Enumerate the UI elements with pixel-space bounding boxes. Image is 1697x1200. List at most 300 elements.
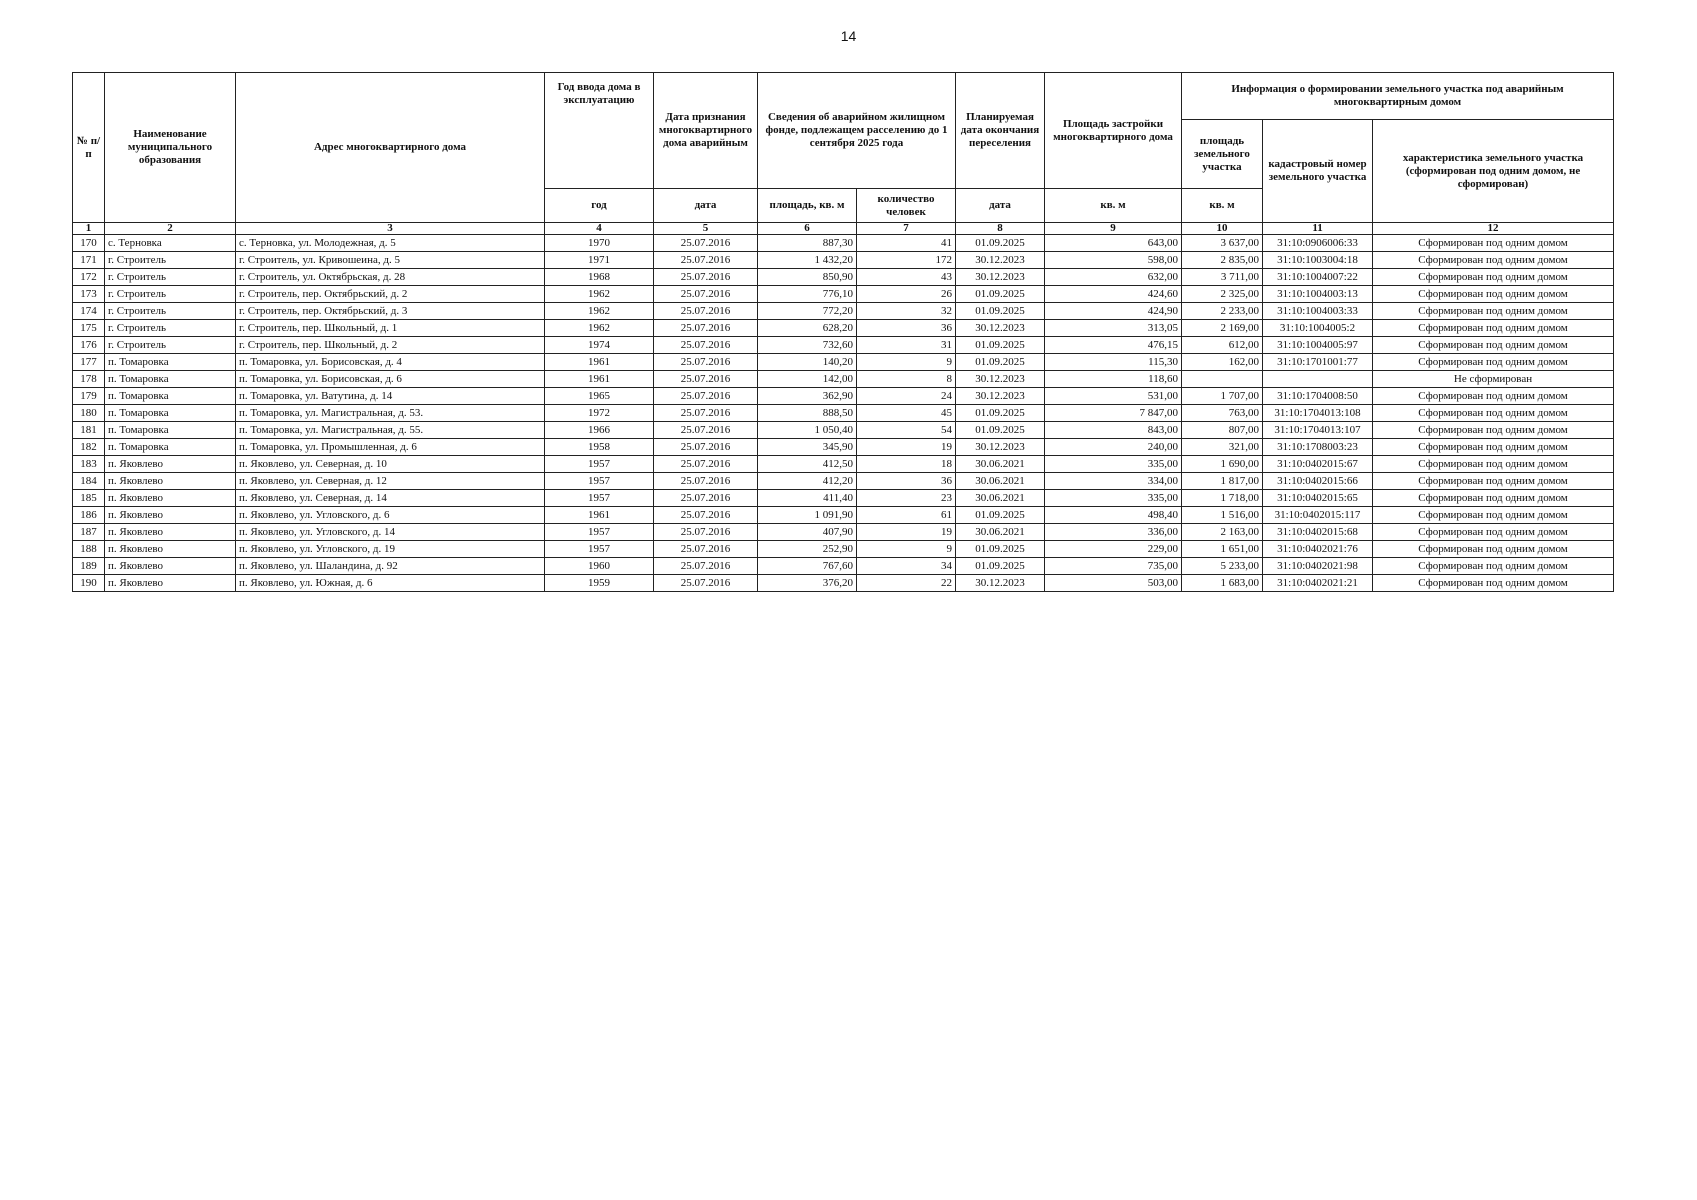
cell-building-area: 336,00 xyxy=(1045,524,1182,541)
cell-people: 26 xyxy=(857,286,956,303)
cell-recognition-date: 25.07.2016 xyxy=(654,337,758,354)
cell-area: 345,90 xyxy=(758,439,857,456)
cell-address: п. Яковлево, ул. Южная, д. 6 xyxy=(236,575,545,592)
cell-land-status: Не сформирован xyxy=(1373,371,1614,388)
cell-area: 362,90 xyxy=(758,388,857,405)
cell-area: 888,50 xyxy=(758,405,857,422)
cell-building-area: 498,40 xyxy=(1045,507,1182,524)
cell-cadastral: 31:10:0402015:68 xyxy=(1263,524,1373,541)
cell-cadastral: 31:10:1704013:108 xyxy=(1263,405,1373,422)
cell-land-area: 1 707,00 xyxy=(1182,388,1263,405)
column-number: 8 xyxy=(956,223,1045,235)
cell-building-area: 632,00 xyxy=(1045,269,1182,286)
cell-building-area: 531,00 xyxy=(1045,388,1182,405)
column-number: 9 xyxy=(1045,223,1182,235)
cell-land-status: Сформирован под одним домом xyxy=(1373,303,1614,320)
table-row xyxy=(73,371,1614,388)
cell-land-status: Сформирован под одним домом xyxy=(1373,286,1614,303)
table-row xyxy=(73,439,1614,456)
cell-recognition-date: 25.07.2016 xyxy=(654,371,758,388)
cell-year-built: 1968 xyxy=(545,269,654,286)
cell-address: п. Яковлево, ул. Северная, д. 10 xyxy=(236,456,545,473)
header-resettlement-date: Планируемая дата окончания переселения xyxy=(956,73,1045,189)
cell-land-area: 612,00 xyxy=(1182,337,1263,354)
cell-people: 18 xyxy=(857,456,956,473)
cell-land-area: 2 835,00 xyxy=(1182,252,1263,269)
cell-address: п. Томаровка, ул. Борисовская, д. 6 xyxy=(236,371,545,388)
cell-year-built: 1962 xyxy=(545,303,654,320)
header-unit-sqm: кв. м xyxy=(1045,189,1182,223)
cell-num: 174 xyxy=(73,303,105,320)
header-land-info: Информация о формировании земельного участка под аварийным многоквартирным домом xyxy=(1182,73,1614,120)
cell-land-area: 1 683,00 xyxy=(1182,575,1263,592)
cell-building-area: 735,00 xyxy=(1045,558,1182,575)
cell-num: 180 xyxy=(73,405,105,422)
cell-address: п. Томаровка, ул. Промышленная, д. 6 xyxy=(236,439,545,456)
cell-address: г. Строитель, пер. Октябрьский, д. 3 xyxy=(236,303,545,320)
cell-cadastral: 31:10:1708003:23 xyxy=(1263,439,1373,456)
cell-cadastral: 31:10:1004003:13 xyxy=(1263,286,1373,303)
cell-address: п. Яковлево, ул. Угловского, д. 14 xyxy=(236,524,545,541)
cell-building-area: 476,15 xyxy=(1045,337,1182,354)
table-row xyxy=(73,337,1614,354)
cell-people: 43 xyxy=(857,269,956,286)
cell-land-area: 2 169,00 xyxy=(1182,320,1263,337)
cell-people: 23 xyxy=(857,490,956,507)
cell-municipality: п. Томаровка xyxy=(105,422,236,439)
page-number: 14 xyxy=(840,28,857,44)
cell-num: 181 xyxy=(73,422,105,439)
cell-year-built: 1959 xyxy=(545,575,654,592)
cell-land-area: 807,00 xyxy=(1182,422,1263,439)
cell-people: 34 xyxy=(857,558,956,575)
cell-resettlement-date: 30.12.2023 xyxy=(956,371,1045,388)
cell-recognition-date: 25.07.2016 xyxy=(654,575,758,592)
cell-municipality: п. Яковлево xyxy=(105,575,236,592)
cell-year-built: 1961 xyxy=(545,371,654,388)
header-cadastral: кадастровый номер земельного участка xyxy=(1263,120,1373,223)
cell-land-area: 2 325,00 xyxy=(1182,286,1263,303)
header-land-status: характеристика земельного участка (сформирован под одним домом, не сформирован) xyxy=(1373,120,1614,223)
cell-municipality: г. Строитель xyxy=(105,320,236,337)
cell-land-area: 2 233,00 xyxy=(1182,303,1263,320)
cell-municipality: п. Яковлево xyxy=(105,558,236,575)
cell-municipality: п. Яковлево xyxy=(105,456,236,473)
cell-land-area: 1 690,00 xyxy=(1182,456,1263,473)
cell-municipality: с. Терновка xyxy=(105,235,236,252)
cell-cadastral: 31:10:1704008:50 xyxy=(1263,388,1373,405)
cell-building-area: 313,05 xyxy=(1045,320,1182,337)
cell-year-built: 1960 xyxy=(545,558,654,575)
cell-num: 171 xyxy=(73,252,105,269)
cell-area: 140,20 xyxy=(758,354,857,371)
cell-cadastral: 31:10:1701001:77 xyxy=(1263,354,1373,371)
cell-land-area: 3 637,00 xyxy=(1182,235,1263,252)
cell-num: 172 xyxy=(73,269,105,286)
cell-resettlement-date: 01.09.2025 xyxy=(956,303,1045,320)
cell-cadastral: 31:10:0906006:33 xyxy=(1263,235,1373,252)
header-emergency-info: Сведения об аварийном жилищном фонде, подлежащем расселению до 1 сентября 2025 года xyxy=(758,73,956,189)
cell-recognition-date: 25.07.2016 xyxy=(654,490,758,507)
cell-land-area: 1 651,00 xyxy=(1182,541,1263,558)
table-row xyxy=(73,388,1614,405)
emergency-housing-table xyxy=(72,72,1614,592)
cell-people: 36 xyxy=(857,473,956,490)
cell-cadastral: 31:10:0402021:21 xyxy=(1263,575,1373,592)
cell-area: 887,30 xyxy=(758,235,857,252)
table-row xyxy=(73,524,1614,541)
cell-building-area: 118,60 xyxy=(1045,371,1182,388)
cell-municipality: п. Томаровка xyxy=(105,439,236,456)
cell-resettlement-date: 30.12.2023 xyxy=(956,439,1045,456)
header-unit-date: дата xyxy=(654,189,758,223)
cell-num: 185 xyxy=(73,490,105,507)
cell-land-status: Сформирован под одним домом xyxy=(1373,354,1614,371)
cell-resettlement-date: 01.09.2025 xyxy=(956,558,1045,575)
cell-people: 19 xyxy=(857,439,956,456)
cell-address: г. Строитель, пер. Школьный, д. 1 xyxy=(236,320,545,337)
cell-resettlement-date: 30.12.2023 xyxy=(956,269,1045,286)
cell-num: 173 xyxy=(73,286,105,303)
cell-municipality: п. Яковлево xyxy=(105,473,236,490)
cell-num: 188 xyxy=(73,541,105,558)
cell-land-status: Сформирован под одним домом xyxy=(1373,473,1614,490)
column-number: 4 xyxy=(545,223,654,235)
cell-cadastral: 31:10:0402015:67 xyxy=(1263,456,1373,473)
cell-num: 179 xyxy=(73,388,105,405)
cell-address: п. Томаровка, ул. Магистральная, д. 53. xyxy=(236,405,545,422)
table-row xyxy=(73,490,1614,507)
cell-recognition-date: 25.07.2016 xyxy=(654,456,758,473)
cell-area: 376,20 xyxy=(758,575,857,592)
cell-land-area xyxy=(1182,371,1263,388)
cell-year-built: 1971 xyxy=(545,252,654,269)
cell-cadastral: 31:10:0402021:76 xyxy=(1263,541,1373,558)
cell-recognition-date: 25.07.2016 xyxy=(654,422,758,439)
cell-year-built: 1966 xyxy=(545,422,654,439)
cell-year-built: 1962 xyxy=(545,286,654,303)
cell-people: 61 xyxy=(857,507,956,524)
cell-land-status: Сформирован под одним домом xyxy=(1373,337,1614,354)
column-number-row xyxy=(73,223,1614,235)
cell-address: п. Яковлево, ул. Угловского, д. 19 xyxy=(236,541,545,558)
cell-municipality: п. Яковлево xyxy=(105,507,236,524)
cell-people: 45 xyxy=(857,405,956,422)
cell-num: 184 xyxy=(73,473,105,490)
cell-address: п. Яковлево, ул. Шаландина, д. 92 xyxy=(236,558,545,575)
cell-land-status: Сформирован под одним домом xyxy=(1373,235,1614,252)
cell-land-area: 1 516,00 xyxy=(1182,507,1263,524)
cell-municipality: г. Строитель xyxy=(105,252,236,269)
cell-address: п. Яковлево, ул. Угловского, д. 6 xyxy=(236,507,545,524)
table-row xyxy=(73,558,1614,575)
table-row xyxy=(73,303,1614,320)
header-unit-year: год xyxy=(545,189,654,223)
cell-address: п. Томаровка, ул. Магистральная, д. 55. xyxy=(236,422,545,439)
table-row xyxy=(73,235,1614,252)
cell-address: г. Строитель, пер. Октябрьский, д. 2 xyxy=(236,286,545,303)
cell-area: 407,90 xyxy=(758,524,857,541)
cell-address: п. Яковлево, ул. Северная, д. 14 xyxy=(236,490,545,507)
cell-cadastral: 31:10:0402015:65 xyxy=(1263,490,1373,507)
cell-building-area: 598,00 xyxy=(1045,252,1182,269)
cell-resettlement-date: 01.09.2025 xyxy=(956,337,1045,354)
table-row xyxy=(73,456,1614,473)
cell-people: 8 xyxy=(857,371,956,388)
cell-resettlement-date: 30.06.2021 xyxy=(956,524,1045,541)
cell-resettlement-date: 30.06.2021 xyxy=(956,456,1045,473)
cell-land-status: Сформирован под одним домом xyxy=(1373,507,1614,524)
cell-land-status: Сформирован под одним домом xyxy=(1373,541,1614,558)
cell-resettlement-date: 30.12.2023 xyxy=(956,388,1045,405)
cell-municipality: г. Строитель xyxy=(105,286,236,303)
cell-resettlement-date: 01.09.2025 xyxy=(956,235,1045,252)
cell-people: 22 xyxy=(857,575,956,592)
cell-resettlement-date: 30.12.2023 xyxy=(956,575,1045,592)
column-number: 5 xyxy=(654,223,758,235)
cell-land-area: 162,00 xyxy=(1182,354,1263,371)
cell-recognition-date: 25.07.2016 xyxy=(654,286,758,303)
cell-cadastral: 31:10:0402015:117 xyxy=(1263,507,1373,524)
cell-resettlement-date: 01.09.2025 xyxy=(956,354,1045,371)
cell-cadastral xyxy=(1263,371,1373,388)
cell-area: 252,90 xyxy=(758,541,857,558)
cell-land-status: Сформирован под одним домом xyxy=(1373,422,1614,439)
column-number: 2 xyxy=(105,223,236,235)
cell-recognition-date: 25.07.2016 xyxy=(654,507,758,524)
cell-people: 41 xyxy=(857,235,956,252)
cell-cadastral: 31:10:0402021:98 xyxy=(1263,558,1373,575)
cell-recognition-date: 25.07.2016 xyxy=(654,320,758,337)
cell-cadastral: 31:10:1004007:22 xyxy=(1263,269,1373,286)
cell-cadastral: 31:10:0402015:66 xyxy=(1263,473,1373,490)
column-number: 12 xyxy=(1373,223,1614,235)
header-recognition-date: Дата признания многоквартирного дома аварийным xyxy=(654,73,758,189)
cell-recognition-date: 25.07.2016 xyxy=(654,405,758,422)
cell-year-built: 1957 xyxy=(545,541,654,558)
cell-resettlement-date: 30.12.2023 xyxy=(956,252,1045,269)
cell-building-area: 240,00 xyxy=(1045,439,1182,456)
table-row xyxy=(73,473,1614,490)
cell-land-status: Сформирован под одним домом xyxy=(1373,269,1614,286)
table-row xyxy=(73,269,1614,286)
cell-num: 183 xyxy=(73,456,105,473)
cell-cadastral: 31:10:1704013:107 xyxy=(1263,422,1373,439)
column-number: 3 xyxy=(236,223,545,235)
cell-area: 1 091,90 xyxy=(758,507,857,524)
cell-year-built: 1957 xyxy=(545,473,654,490)
header-land-area: площадь земельного участка xyxy=(1182,120,1263,189)
cell-building-area: 335,00 xyxy=(1045,456,1182,473)
header-year-built: Год ввода дома в эксплуатацию xyxy=(545,73,654,189)
cell-municipality: п. Томаровка xyxy=(105,388,236,405)
cell-address: г. Строитель, пер. Школьный, д. 2 xyxy=(236,337,545,354)
cell-year-built: 1957 xyxy=(545,456,654,473)
cell-land-area: 2 163,00 xyxy=(1182,524,1263,541)
table-row xyxy=(73,354,1614,371)
cell-resettlement-date: 01.09.2025 xyxy=(956,286,1045,303)
column-number: 7 xyxy=(857,223,956,235)
cell-address: г. Строитель, ул. Октябрьская, д. 28 xyxy=(236,269,545,286)
cell-land-status: Сформирован под одним домом xyxy=(1373,490,1614,507)
cell-municipality: п. Томаровка xyxy=(105,405,236,422)
cell-recognition-date: 25.07.2016 xyxy=(654,558,758,575)
cell-year-built: 1961 xyxy=(545,354,654,371)
header-unit-people: количество человек xyxy=(857,189,956,223)
cell-people: 9 xyxy=(857,354,956,371)
cell-address: г. Строитель, ул. Кривошеина, д. 5 xyxy=(236,252,545,269)
cell-municipality: п. Томаровка xyxy=(105,354,236,371)
cell-recognition-date: 25.07.2016 xyxy=(654,473,758,490)
cell-recognition-date: 25.07.2016 xyxy=(654,388,758,405)
cell-recognition-date: 25.07.2016 xyxy=(654,252,758,269)
cell-building-area: 843,00 xyxy=(1045,422,1182,439)
cell-building-area: 424,60 xyxy=(1045,286,1182,303)
cell-recognition-date: 25.07.2016 xyxy=(654,269,758,286)
cell-land-area: 321,00 xyxy=(1182,439,1263,456)
cell-land-area: 5 233,00 xyxy=(1182,558,1263,575)
cell-num: 177 xyxy=(73,354,105,371)
cell-people: 172 xyxy=(857,252,956,269)
table-body xyxy=(73,235,1614,592)
cell-building-area: 7 847,00 xyxy=(1045,405,1182,422)
cell-cadastral: 31:10:1004003:33 xyxy=(1263,303,1373,320)
cell-land-status: Сформирован под одним домом xyxy=(1373,524,1614,541)
cell-building-area: 334,00 xyxy=(1045,473,1182,490)
cell-num: 176 xyxy=(73,337,105,354)
table-row xyxy=(73,422,1614,439)
cell-recognition-date: 25.07.2016 xyxy=(654,524,758,541)
cell-people: 24 xyxy=(857,388,956,405)
header-unit-area: площадь, кв. м xyxy=(758,189,857,223)
cell-municipality: п. Томаровка xyxy=(105,371,236,388)
cell-area: 1 050,40 xyxy=(758,422,857,439)
cell-building-area: 229,00 xyxy=(1045,541,1182,558)
cell-land-status: Сформирован под одним домом xyxy=(1373,439,1614,456)
cell-address: с. Терновка, ул. Молодежная, д. 5 xyxy=(236,235,545,252)
table-row xyxy=(73,286,1614,303)
cell-building-area: 424,90 xyxy=(1045,303,1182,320)
cell-people: 36 xyxy=(857,320,956,337)
cell-building-area: 503,00 xyxy=(1045,575,1182,592)
cell-resettlement-date: 01.09.2025 xyxy=(956,422,1045,439)
table-row xyxy=(73,320,1614,337)
cell-num: 175 xyxy=(73,320,105,337)
cell-recognition-date: 25.07.2016 xyxy=(654,303,758,320)
header-building-area: Площадь застройки многоквартирного дома xyxy=(1045,73,1182,189)
cell-recognition-date: 25.07.2016 xyxy=(654,439,758,456)
column-number: 10 xyxy=(1182,223,1263,235)
header-unit-sqm2: кв. м xyxy=(1182,189,1263,223)
cell-cadastral: 31:10:1004005:97 xyxy=(1263,337,1373,354)
cell-land-status: Сформирован под одним домом xyxy=(1373,456,1614,473)
cell-building-area: 335,00 xyxy=(1045,490,1182,507)
cell-area: 412,20 xyxy=(758,473,857,490)
header-address: Адрес многоквартирного дома xyxy=(236,73,545,223)
cell-area: 767,60 xyxy=(758,558,857,575)
cell-area: 628,20 xyxy=(758,320,857,337)
cell-recognition-date: 25.07.2016 xyxy=(654,541,758,558)
cell-area: 142,00 xyxy=(758,371,857,388)
table-header xyxy=(73,73,1614,235)
cell-resettlement-date: 01.09.2025 xyxy=(956,405,1045,422)
cell-municipality: п. Яковлево xyxy=(105,490,236,507)
cell-year-built: 1961 xyxy=(545,507,654,524)
table-row xyxy=(73,252,1614,269)
cell-area: 411,40 xyxy=(758,490,857,507)
cell-area: 732,60 xyxy=(758,337,857,354)
table-row xyxy=(73,405,1614,422)
cell-municipality: п. Яковлево xyxy=(105,541,236,558)
cell-address: п. Яковлево, ул. Северная, д. 12 xyxy=(236,473,545,490)
cell-num: 186 xyxy=(73,507,105,524)
cell-num: 189 xyxy=(73,558,105,575)
cell-year-built: 1965 xyxy=(545,388,654,405)
cell-year-built: 1970 xyxy=(545,235,654,252)
cell-land-status: Сформирован под одним домом xyxy=(1373,252,1614,269)
cell-land-status: Сформирован под одним домом xyxy=(1373,320,1614,337)
cell-people: 31 xyxy=(857,337,956,354)
cell-area: 850,90 xyxy=(758,269,857,286)
cell-land-area: 1 817,00 xyxy=(1182,473,1263,490)
cell-building-area: 643,00 xyxy=(1045,235,1182,252)
cell-cadastral: 31:10:1003004:18 xyxy=(1263,252,1373,269)
cell-year-built: 1957 xyxy=(545,524,654,541)
cell-year-built: 1972 xyxy=(545,405,654,422)
cell-municipality: г. Строитель xyxy=(105,269,236,286)
cell-municipality: п. Яковлево xyxy=(105,524,236,541)
cell-people: 54 xyxy=(857,422,956,439)
cell-year-built: 1962 xyxy=(545,320,654,337)
cell-land-area: 763,00 xyxy=(1182,405,1263,422)
cell-resettlement-date: 30.06.2021 xyxy=(956,473,1045,490)
cell-year-built: 1957 xyxy=(545,490,654,507)
cell-resettlement-date: 30.12.2023 xyxy=(956,320,1045,337)
cell-num: 187 xyxy=(73,524,105,541)
cell-land-status: Сформирован под одним домом xyxy=(1373,405,1614,422)
cell-municipality: г. Строитель xyxy=(105,303,236,320)
cell-land-status: Сформирован под одним домом xyxy=(1373,388,1614,405)
cell-recognition-date: 25.07.2016 xyxy=(654,235,758,252)
cell-num: 170 xyxy=(73,235,105,252)
cell-people: 9 xyxy=(857,541,956,558)
cell-land-status: Сформирован под одним домом xyxy=(1373,558,1614,575)
cell-area: 776,10 xyxy=(758,286,857,303)
cell-land-area: 3 711,00 xyxy=(1182,269,1263,286)
cell-num: 182 xyxy=(73,439,105,456)
column-number: 11 xyxy=(1263,223,1373,235)
cell-num: 190 xyxy=(73,575,105,592)
cell-resettlement-date: 30.06.2021 xyxy=(956,490,1045,507)
cell-resettlement-date: 01.09.2025 xyxy=(956,541,1045,558)
cell-area: 1 432,20 xyxy=(758,252,857,269)
cell-address: п. Томаровка, ул. Борисовская, д. 4 xyxy=(236,354,545,371)
cell-recognition-date: 25.07.2016 xyxy=(654,354,758,371)
table-row xyxy=(73,575,1614,592)
cell-municipality: г. Строитель xyxy=(105,337,236,354)
cell-people: 19 xyxy=(857,524,956,541)
header-num: № п/п xyxy=(73,73,105,223)
table-row xyxy=(73,541,1614,558)
cell-people: 32 xyxy=(857,303,956,320)
cell-land-area: 1 718,00 xyxy=(1182,490,1263,507)
header-unit-date2: дата xyxy=(956,189,1045,223)
cell-resettlement-date: 01.09.2025 xyxy=(956,507,1045,524)
cell-year-built: 1958 xyxy=(545,439,654,456)
cell-land-status: Сформирован под одним домом xyxy=(1373,575,1614,592)
table-row xyxy=(73,507,1614,524)
header-municipality: Наименование муниципального образования xyxy=(105,73,236,223)
